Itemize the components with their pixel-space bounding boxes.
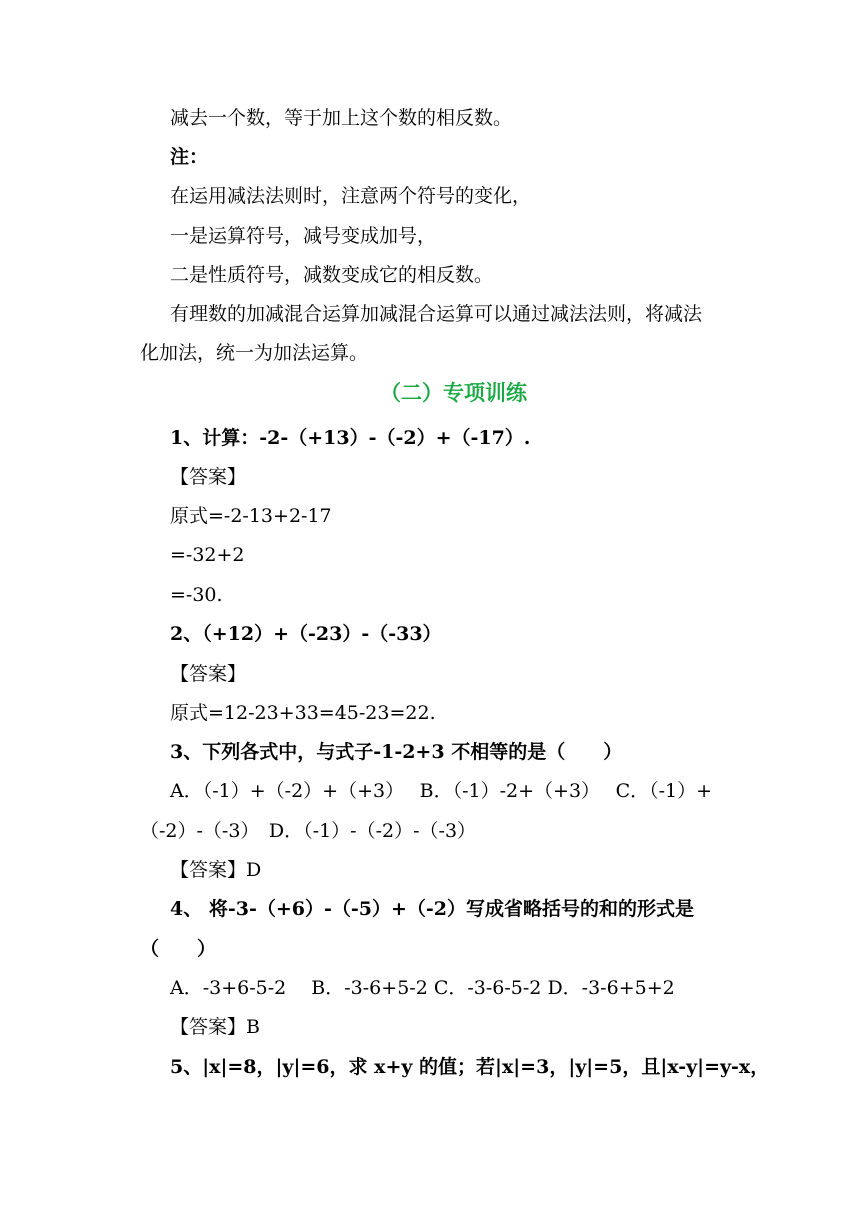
solution-1-step-3: =-30. [170, 584, 223, 606]
subtraction-rule: 减去一个数，等于加上这个数的相反数。 [170, 107, 513, 129]
question-3: 3、下列各式中，与式子-1-2+3 不相等的是（ ） [170, 741, 623, 763]
solution-1-step-2: =-32+2 [170, 544, 245, 566]
solution-2: 原式=12-23+33=45-23=22. [170, 702, 436, 724]
note-line-3: 二是性质符号，减数变成它的相反数。 [170, 264, 494, 286]
answer-4: 【答案】B [170, 1016, 260, 1038]
answer-label-1: 【答案】 [170, 466, 247, 488]
question-5: 5、|x|=8，|y|=6，求 x+y 的值；若|x|=3，|y|=5，且|x-y|=y-x， [170, 1056, 770, 1078]
question-2: 2、（+12）+（-23）-（-33） [170, 623, 442, 645]
solution-1-step-1: 原式=-2-13+2-17 [170, 505, 332, 527]
question-4-options: A．-3+6-5-2 B．-3-6+5-2 C．-3-6-5-2 D．-3-6+5+2 [170, 977, 675, 999]
answer-label-2: 【答案】 [170, 663, 247, 685]
question-4-blank: （ ） [140, 938, 217, 960]
paragraph-line-1: 有理数的加减混合运算加减混合运算可以通过减法法则，将减法 [170, 303, 703, 325]
question-4: 4、 将-3-（+6）-（-5）+（-2）写成省略括号的和的形式是 [170, 898, 694, 920]
note-label: 注： [170, 146, 209, 168]
section-title: （二）专项训练 [380, 381, 527, 405]
paragraph-line-2: 化加法，统一为加法运算。 [140, 342, 369, 364]
note-line-1: 在运用减法法则时，注意两个符号的变化， [170, 185, 532, 207]
note-line-2: 一是运算符号，减号变成加号， [170, 225, 437, 247]
answer-3: 【答案】D [170, 859, 262, 881]
question-3-options-2: （-2）-（-3） D．（-1）-（-2）-（-3） [140, 820, 477, 842]
question-1: 1、计算：-2-（+13）-（-2）+（-17）. [170, 427, 531, 449]
question-3-options-1: A．（-1）+（-2）+（+3） B．（-1）-2+（+3） C．（-1）+ [170, 780, 713, 802]
